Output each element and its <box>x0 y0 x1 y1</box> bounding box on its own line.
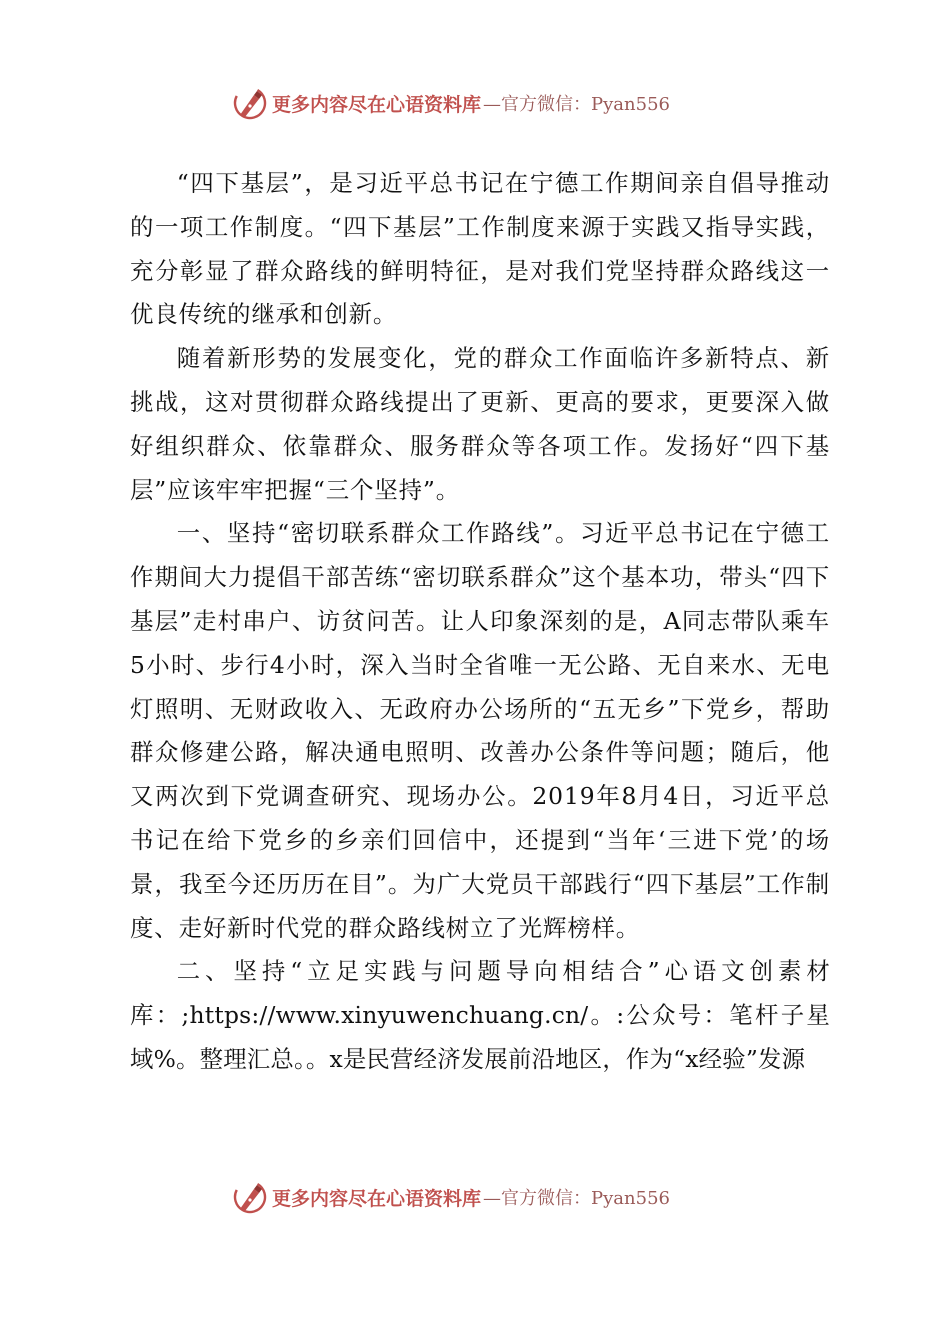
pen-nib-logo-icon <box>232 85 268 121</box>
paragraph-context: 随着新形势的发展变化，党的群众工作面临许多新特点、新挑战，这对贯彻群众路线提出了更新、更高的要求，更要深入做好组织群众、依靠群众、服务群众等各项工作。发扬好“四下基层”应该牢牢把握“三个坚持”。 <box>130 344 830 504</box>
footer-banner[interactable] <box>232 1177 752 1217</box>
header-banner-suffix: —官方微信：Pyan556 <box>483 94 670 115</box>
pen-nib-logo-icon <box>232 1179 268 1215</box>
document-body <box>130 162 830 1082</box>
paragraph-point-one: 一、坚持“密切联系群众工作路线”。习近平总书记在宁德工作期间大力提倡干部苦练“密切联系群众”这个基本功，带头“四下基层”走村串户、访贫问苦。让人印象深刻的是，A同志带队乘车5小时、步行4小时，深入当时全省唯一无公路、无自来水、无电灯照明、无财政收入、无政府办公场所的“五无乡”下党乡，帮助群众修建公路，解决通电照明、改善办公条件等问题；随后，他又两次到下党调查研究、现场办公。2019年8月4日，习近平总书记在给下党乡的乡亲们回信中，还提到“当年‘三进下党’的场景，我至今还历历在目”。为广大党员干部践行“四下基层”工作制度、走好新时代党的群众路线树立了光辉榜样。 <box>130 519 830 942</box>
paragraph-point-two: 二、坚持“立足实践与问题导向相结合”心语文创素材库：;https://www.xinyuwenchuang.cn/。:公众号：笔杆子星域%。整理汇总。。x是民营经济发展前沿地区，作为“x经验”发源 <box>130 957 830 1073</box>
footer-banner-suffix: —官方微信：Pyan556 <box>483 1188 670 1209</box>
header-banner-text: 更多内容尽在心语资料库 <box>272 93 482 116</box>
footer-banner-text: 更多内容尽在心语资料库 <box>272 1187 482 1210</box>
header-banner[interactable] <box>232 83 752 123</box>
paragraph-intro: “四下基层”，是习近平总书记在宁德工作期间亲自倡导推动的一项工作制度。“四下基层”工作制度来源于实践又指导实践，充分彰显了群众路线的鲜明特征，是对我们党坚持群众路线这一优良传统的继承和创新。 <box>130 169 830 329</box>
